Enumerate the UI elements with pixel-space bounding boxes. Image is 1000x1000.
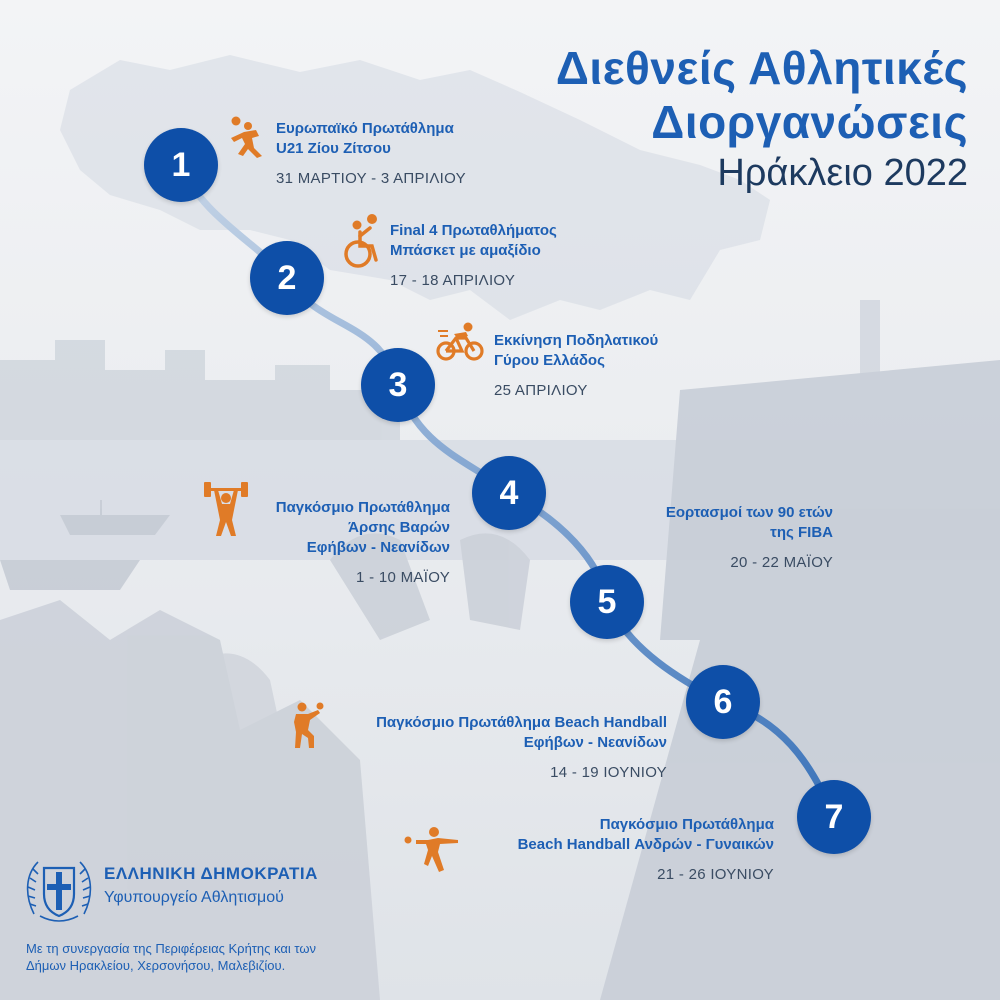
beach-handball-jump-icon: [404, 826, 462, 874]
event-4-title-line-2: Άρσης Βαρών: [348, 519, 450, 536]
event-number-4: 4: [472, 456, 546, 530]
handball-player-icon: [290, 702, 326, 750]
event-6-title-line-2: Εφήβων - Νεανίδων: [523, 734, 667, 751]
page-subtitle: Ηράκλειο 2022: [717, 152, 968, 194]
event-number-2: 2: [250, 241, 324, 315]
event-3-date: 25 ΑΠΡΙΛΙΟΥ: [494, 382, 588, 399]
event-3: [494, 331, 658, 401]
event-1-title-line-1: Ευρωπαϊκό Πρωτάθλημα: [276, 120, 454, 137]
event-5-title-line-2: της FIBA: [770, 524, 833, 541]
volleyball-player-icon: [226, 116, 266, 158]
event-7-title-line-2: Beach Handball Ανδρών - Γυναικών: [517, 836, 774, 853]
event-number-5: 5: [570, 565, 644, 639]
event-7: [518, 815, 774, 885]
event-6: [376, 713, 667, 783]
event-number-7: 7: [797, 780, 871, 854]
event-4-date: 1 - 10 ΜΑΪΟΥ: [356, 569, 450, 586]
event-1-date: 31 ΜΑΡΤΙΟΥ - 3 ΑΠΡΙΛΙΟΥ: [276, 170, 466, 187]
event-3-title-line-1: Εκκίνηση Ποδηλατικού: [494, 332, 659, 349]
page-title-line-2: Διοργανώσεις: [651, 96, 968, 148]
footer-text-line-2: Δήμων Ηρακλείου, Χερσονήσου, Μαλεβιζίου.: [26, 958, 286, 973]
event-5-date: 20 - 22 ΜΑΪΟΥ: [730, 554, 833, 571]
organizer-name: ΕΛΛΗΝΙΚΗ ΔΗΜΟΚΡΑΤΙΑ: [104, 864, 318, 883]
event-number-3: 3: [361, 348, 435, 422]
event-5: [666, 503, 833, 573]
event-7-date: 21 - 26 ΙΟΥΝΙΟΥ: [657, 866, 774, 883]
event-number-6: 6: [686, 665, 760, 739]
event-6-date: 14 - 19 ΙΟΥΝΙΟΥ: [550, 764, 667, 781]
event-3-title-line-2: Γύρου Ελλάδος: [494, 352, 605, 369]
organizer-ministry: Υφυπουργείο Αθλητισμού: [104, 889, 284, 906]
event-2: [390, 221, 557, 291]
event-5-title-line-1: Εορτασμοί των 90 ετών: [665, 504, 833, 521]
footer-text-line-1: Με τη συνεργασία της Περιφέρειας Κρήτης και των: [26, 941, 316, 956]
event-2-title-line-2: Μπάσκετ με αμαξίδιο: [390, 242, 541, 259]
weightlifter-icon: [204, 482, 248, 538]
event-1: [276, 119, 466, 189]
cyclist-icon: [436, 322, 484, 362]
event-1-title-line-2: U21 Ζίου Ζίτσου: [276, 140, 391, 157]
page-title: Διεθνείς Αθλητικές: [555, 42, 968, 94]
event-2-title-line-1: Final 4 Πρωταθλήματος: [390, 222, 557, 239]
event-4-title-line-3: Εφήβων - Νεανίδων: [306, 539, 450, 556]
event-number-1: 1: [144, 128, 218, 202]
event-7-title-line-1: Παγκόσμιο Πρωτάθλημα: [599, 816, 774, 833]
wheelchair-basketball-icon: [342, 214, 380, 270]
event-6-title-line-1: Παγκόσμιο Πρωτάθλημα Beach Handball: [376, 714, 667, 731]
greek-coat-of-arms-icon: [26, 854, 92, 926]
event-4-title-line-1: Παγκόσμιο Πρωτάθλημα: [275, 499, 450, 516]
event-4: [276, 498, 450, 588]
event-2-date: 17 - 18 ΑΠΡΙΛΙΟΥ: [390, 272, 516, 289]
